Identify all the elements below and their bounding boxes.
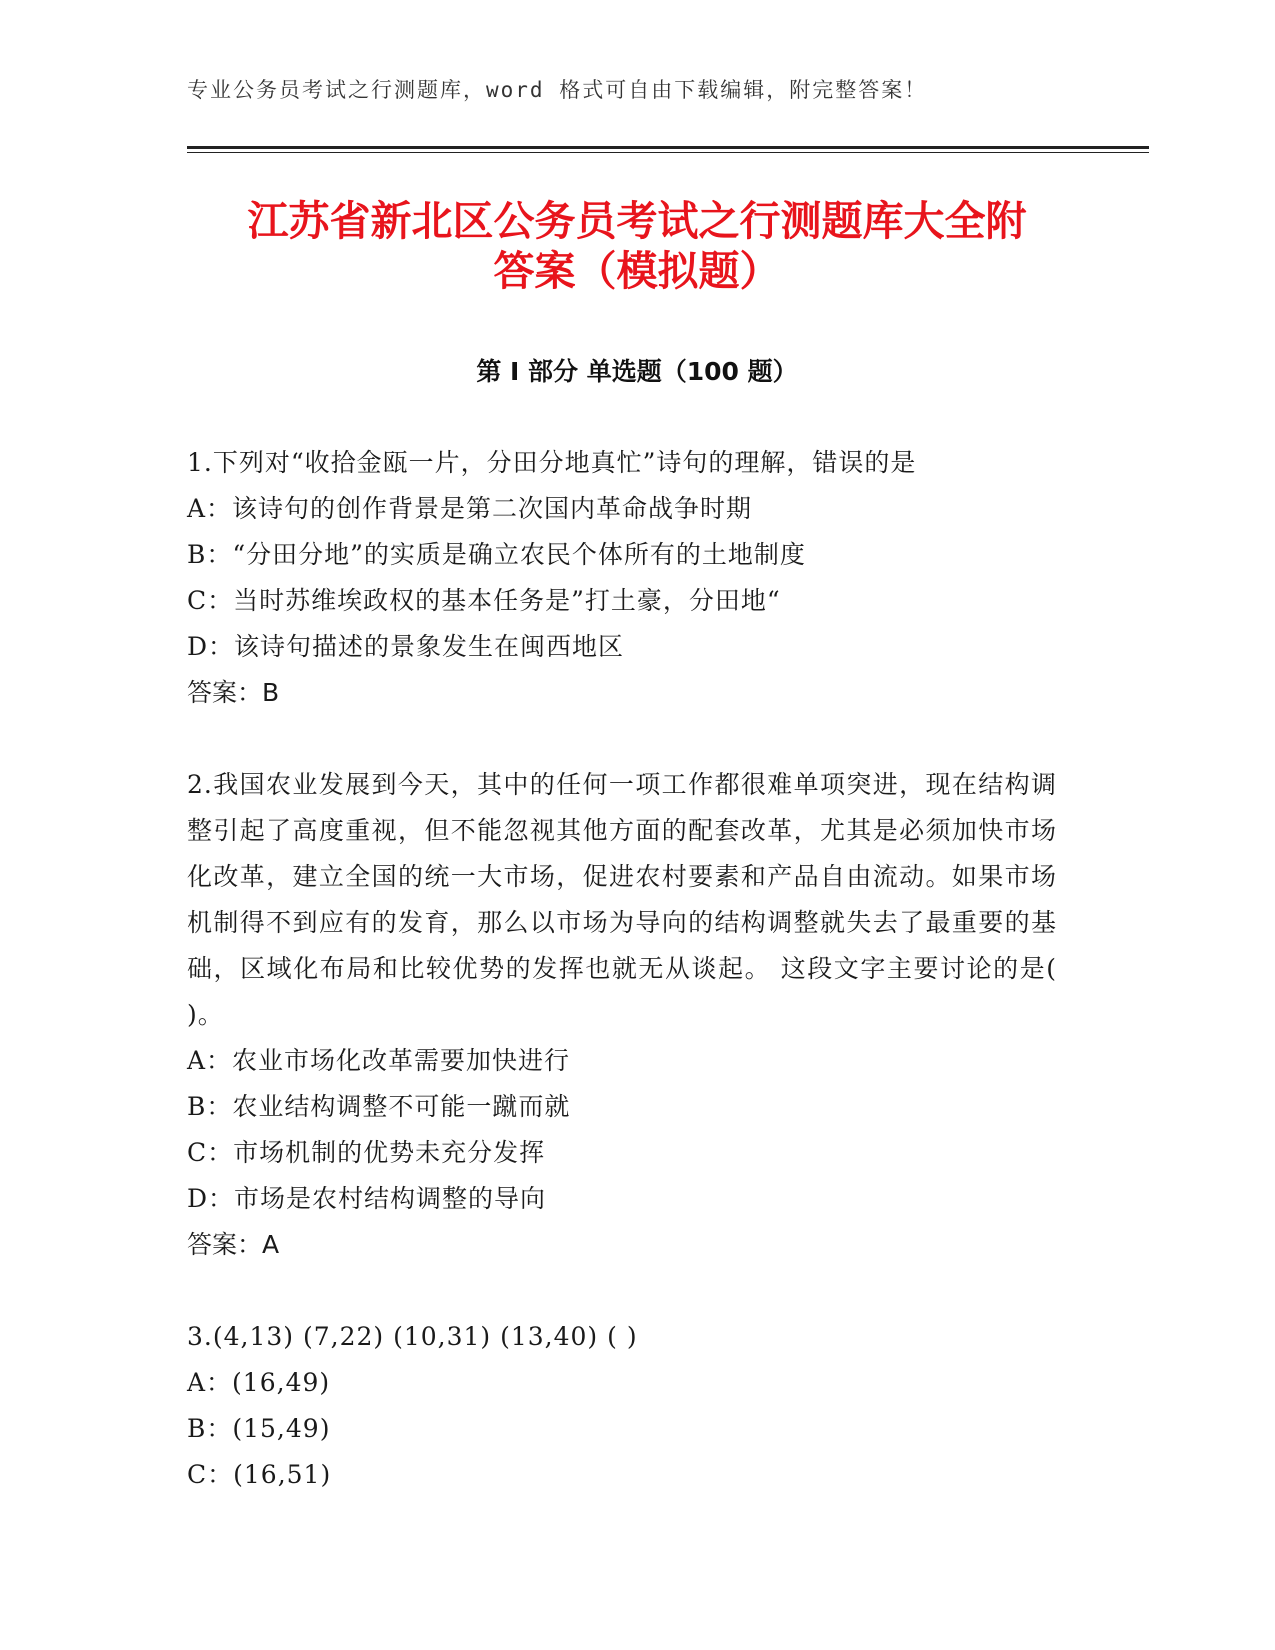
question-3 (187, 1314, 1057, 1498)
question-spacer (187, 716, 1057, 762)
document-title-line-1: 江苏省新北区公务员考试之行测题库大全附 (247, 197, 1027, 245)
option-b: B：农业结构调整不可能一蹴而就 (187, 1092, 571, 1121)
option-a: A：农业市场化改革需要加快进行 (187, 1046, 571, 1075)
question-text: 3.(4,13) (7,22) (10,31) (13,40) ( ) (187, 1322, 638, 1351)
option-c: C：市场机制的优势未充分发挥 (187, 1138, 546, 1167)
option-d: D：该诗句描述的景象发生在闽西地区 (187, 632, 625, 661)
option-d: D：市场是农村结构调整的导向 (187, 1184, 547, 1213)
answer: 答案：A (187, 1230, 280, 1259)
answer: 答案：B (187, 678, 280, 707)
option-c: C：(16,51) (187, 1460, 332, 1489)
question-spacer (187, 1268, 1057, 1314)
question-list (187, 440, 1057, 1498)
option-a: A：(16,49) (187, 1368, 331, 1397)
document-title-line-2: 答案（模拟题） (493, 247, 781, 295)
question-2 (187, 762, 1057, 1268)
question-text: 1.下列对“收拾金瓯一片，分田分地真忙”诗句的理解，错误的是 (187, 448, 917, 477)
header-divider-thick (187, 146, 1149, 149)
option-b: B：“分田分地”的实质是确立农民个体所有的土地制度 (187, 540, 806, 569)
document-title (187, 196, 1087, 296)
header-tagline: 专业公务员考试之行测题库，word 格式可自由下载编辑，附完整答案！ (187, 78, 928, 102)
header-divider-thin (187, 152, 1149, 153)
option-b: B：(15,49) (187, 1414, 331, 1443)
option-c: C：当时苏维埃政权的基本任务是”打土豪，分田地“ (187, 586, 781, 615)
option-a: A：该诗句的创作背景是第二次国内革命战争时期 (187, 494, 753, 523)
section-heading: 第 I 部分 单选题（100 题） (476, 357, 798, 386)
question-1 (187, 440, 1057, 716)
question-text: 2.我国农业发展到今天，其中的任何一项工作都很难单项突进，现在结构调整引起了高度重视，但不能忽视其他方面的配套改革，尤其是必须加快市场化改革，建立全国的统一大市场，促进农村要素和产品自由流动。如果市场机制得不到应有的发育，那么以市场为导向的结构调整就失去了最重要的基础，区域化布局和比较优势的发挥也就无从谈起。 这段文字主要讨论的是( )。 (187, 770, 1057, 1029)
